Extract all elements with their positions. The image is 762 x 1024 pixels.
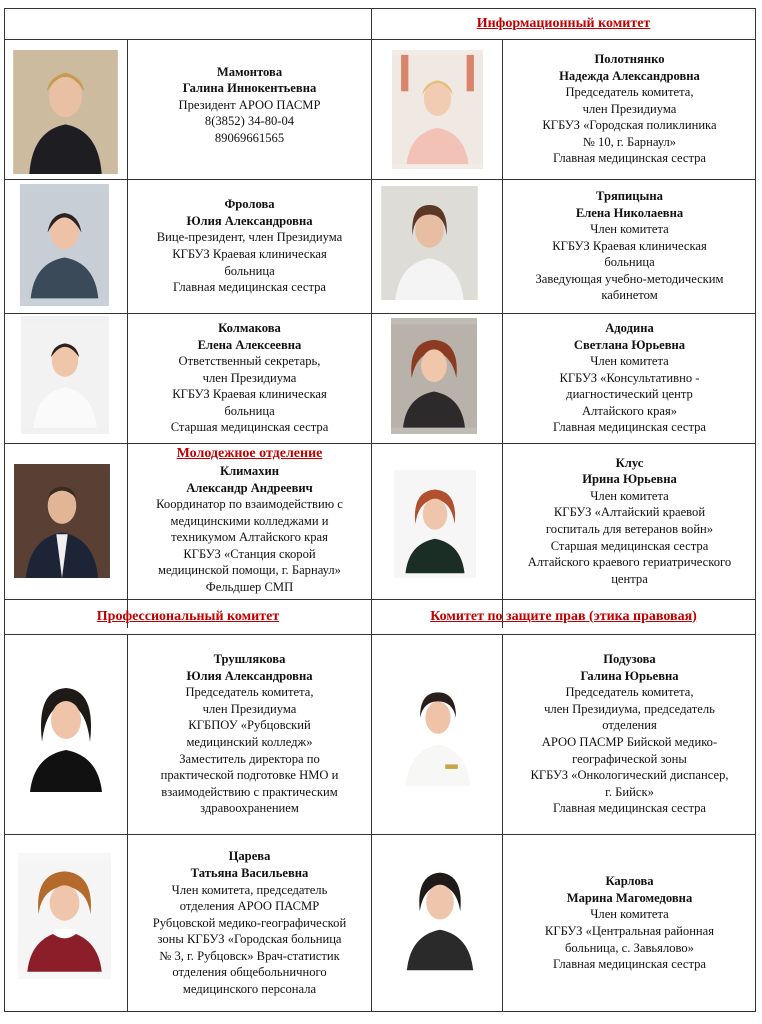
person-surname: Карлова — [605, 874, 654, 889]
person-line: АРОО ПАСМР Бийской медико- — [541, 735, 718, 749]
person-line: член Президиума — [202, 370, 297, 385]
person-surname: Адодина — [605, 320, 654, 335]
person-line: Член комитета — [590, 907, 669, 922]
person-line: Член комитета — [590, 354, 669, 369]
person-line: Главная медицинская сестра — [552, 420, 706, 435]
person-line: Главная медицинская сестра — [552, 801, 706, 816]
photo-karlova — [394, 854, 486, 976]
person-line: отделения АРОО ПАСМР — [179, 899, 320, 914]
photo-tryapitsyna — [381, 186, 478, 300]
person-surname: Трушлякова — [213, 652, 286, 667]
person-line: КГБУЗ Краевая клиническая — [172, 247, 327, 261]
person-line: 8(3852) 34-80-04 — [204, 114, 295, 129]
person-line: больница — [224, 263, 275, 278]
person-cell-tsareva — [128, 834, 371, 1012]
person-line: Фельдшер СМП — [205, 580, 294, 595]
photo-adodina — [391, 318, 477, 434]
person-line: географической зоны — [572, 751, 687, 766]
person-line: больница — [604, 255, 655, 270]
person-line: практической подготовке НМО и — [160, 768, 339, 783]
person-line: Председатель комитета, — [185, 685, 314, 700]
person-line: КГБУЗ «Алтайский краевой — [553, 505, 706, 520]
person-line: медицинского персонала — [182, 982, 317, 997]
person-line: отделения — [602, 718, 657, 733]
person-cell-trushlyakova — [128, 634, 371, 834]
person-line: техникумом Алтайского края — [171, 530, 328, 545]
person-cell-mamontova — [128, 39, 371, 171]
person-line: КГБУЗ «Онкологический диспансер, — [530, 768, 729, 783]
person-line: Член комитета — [590, 222, 669, 237]
person-line: Старшая медицинская сестра — [170, 420, 329, 435]
person-surname: Клус — [615, 455, 644, 470]
person-given-names: Елена Николаевна — [575, 205, 684, 220]
heading-info-committee: Информационный комитет — [476, 16, 651, 31]
photo-klus — [394, 470, 476, 578]
divider — [371, 9, 372, 1011]
person-line: больница, с. Завьялово» — [565, 940, 694, 955]
person-line: зоны КГБУЗ «Городская больница — [157, 932, 342, 947]
person-line: кабинетом — [601, 288, 658, 303]
person-line: центра — [611, 571, 648, 586]
photo-mamontova — [13, 50, 118, 174]
person-line: Председатель комитета, — [565, 85, 694, 100]
person-given-names: Галина Юрьевна — [580, 668, 679, 683]
person-line: КГБУЗ «Станция скорой — [183, 546, 316, 561]
person-line: больница — [224, 403, 275, 418]
person-line: г. Бийск» — [605, 784, 654, 799]
person-line: Координатор по взаимодействию с — [156, 497, 343, 512]
person-line: КГБУЗ Краевая клиническая — [552, 238, 707, 253]
heading-professional-committee: Профессиональный комитет — [96, 608, 280, 624]
person-line: Председатель комитета, — [565, 685, 694, 700]
person-line: КГБУЗ Краевая клиническая — [172, 387, 327, 402]
person-line: диагностический центр — [566, 387, 693, 402]
person-line: медицинскими колледжами и — [170, 513, 329, 528]
person-given-names: Александр Андреевич — [186, 480, 313, 495]
person-surname: Царева — [228, 849, 271, 864]
photo-klimakhin — [14, 464, 110, 578]
person-line: Главная медицинская сестра — [172, 280, 326, 295]
photo-poduzova — [393, 664, 483, 800]
person-line: Старшая медицинская сестра — [550, 538, 709, 553]
heading-rights-committee: Комитет по защите прав (этика правовая) — [430, 608, 697, 624]
person-line: член Президиума, председатель — [544, 701, 715, 716]
person-line: отделения общебольничного — [172, 965, 327, 980]
person-line: Ответственный секретарь, — [178, 354, 321, 369]
person-cell-tryapitsyna — [503, 179, 756, 313]
person-given-names: Галина Иннокентьевна — [182, 81, 317, 96]
person-line: взаимодействию с практическим — [161, 784, 338, 799]
person-cell-karlova — [503, 834, 756, 1012]
person-line: 89069661565 — [214, 130, 285, 145]
person-cell-poduzova — [503, 634, 756, 834]
person-given-names: Юлия Александровна — [186, 213, 313, 228]
person-line: Член комитета — [590, 488, 669, 503]
person-line: Заместитель директора по — [179, 751, 320, 766]
person-line: член Президиума — [202, 701, 297, 716]
person-line: Главная медицинская сестра — [552, 957, 706, 972]
person-surname: Тряпицына — [596, 188, 663, 203]
person-cell-polotnyanko — [503, 39, 756, 179]
person-given-names: Елена Алексеевна — [197, 337, 302, 352]
person-surname: Мамонтова — [216, 64, 283, 79]
person-cell-adodina — [503, 313, 756, 443]
person-surname: Подузова — [603, 652, 656, 667]
person-given-names: Татьяна Васильевна — [190, 865, 309, 880]
person-line: здравоохранением — [200, 801, 299, 816]
photo-trushlyakova — [16, 664, 116, 800]
person-line: Рубцовской медико-географической — [152, 915, 347, 930]
person-cell-frolova — [128, 179, 371, 313]
photo-tsareva — [18, 853, 111, 979]
photo-frolova — [20, 184, 109, 306]
person-cell-klus — [503, 443, 756, 599]
person-line: медицинский колледж» — [186, 735, 313, 749]
person-surname: Колмакова — [218, 320, 281, 335]
person-line: КГБУЗ «Центральная районная — [544, 924, 715, 938]
person-line: № 10, г. Барнаул» — [582, 134, 677, 149]
heading-youth-section: Молодежное отделение — [176, 446, 323, 462]
person-line: госпиталь для ветеранов войн» — [545, 522, 714, 536]
person-line: Алтайского края» — [581, 403, 678, 418]
person-line: Президент АРОО ПАСМР — [178, 97, 321, 112]
person-line: № 3, г. Рубцовск» Врач-статистик — [159, 948, 340, 963]
person-cell-kolmakova — [128, 313, 371, 443]
person-given-names: Ирина Юрьевна — [582, 472, 677, 487]
photo-kolmakova — [21, 316, 109, 434]
person-given-names: Юлия Александровна — [186, 668, 313, 683]
person-line: Главная медицинская сестра — [552, 151, 706, 166]
person-line: Член комитета, председатель — [171, 882, 328, 897]
person-line: медицинской помощи, г. Барнаул» — [158, 563, 341, 578]
person-surname: Полотнянко — [594, 51, 665, 66]
person-given-names: Надежда Александровна — [559, 68, 700, 83]
person-line: Вице-президент, член Президиума — [156, 230, 343, 245]
person-surname: Климахин — [219, 463, 280, 478]
person-line: КГБПОУ «Рубцовский — [188, 718, 311, 733]
person-cell-klimakhin — [128, 443, 371, 599]
person-line: Алтайского краевого гериатрического — [527, 555, 732, 570]
person-given-names: Светлана Юрьевна — [573, 337, 686, 352]
photo-polotnyanko — [392, 50, 483, 169]
person-line: КГБУЗ «Городская поликлиника — [542, 118, 717, 133]
person-line: КГБУЗ «Консультативно - — [559, 370, 700, 385]
person-line: Заведующая учебно-методическим — [535, 271, 724, 286]
person-given-names: Марина Магомедовна — [566, 890, 693, 905]
person-surname: Фролова — [224, 197, 275, 212]
person-line: член Президиума — [582, 101, 677, 116]
